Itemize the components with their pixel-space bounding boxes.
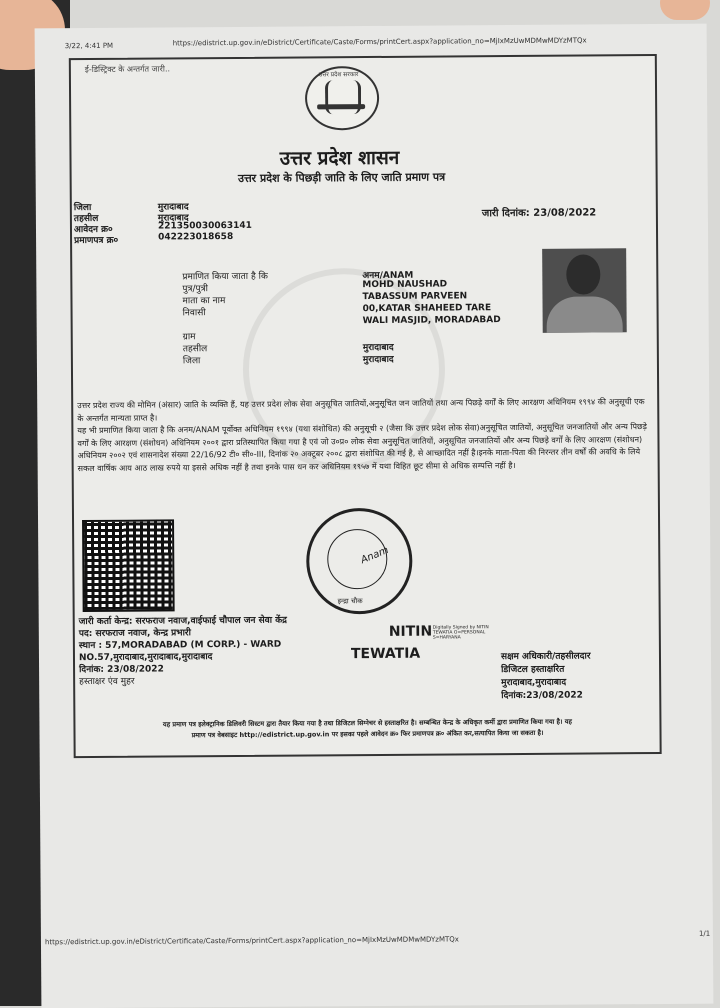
meta-value: 221350030063141 xyxy=(157,220,252,232)
center-line: हस्ताक्षर एंव मुहर xyxy=(79,676,135,688)
field-label: जिला xyxy=(182,356,201,367)
meta-row xyxy=(72,231,332,247)
footnote-line: प्रमाण पत्र वेबसाइट http://edistrict.up.gov.in पर इसका पहले आवेदन क्र० फिर प्रमाणपत्र क्र० अंकित कर,सत्यापित किया जा सकता है। xyxy=(191,728,544,740)
field-value: MOHD NAUSHAD xyxy=(362,279,448,291)
signer-last-name: TEWATIA xyxy=(350,645,421,663)
field-label: निवासी xyxy=(182,308,206,319)
field-value: अनम/ANAM xyxy=(362,270,414,282)
officer-line: सक्षम अधिकारी/तहसीलदार xyxy=(500,651,591,663)
seal-text: इन्द्रा चौक xyxy=(337,597,363,606)
printed-page xyxy=(35,24,714,1008)
center-line: NO.57,मुरादाबाद,मुरादाबाद,मुरादाबाद xyxy=(78,652,213,664)
meta-value: 042223018658 xyxy=(158,231,234,243)
print-header xyxy=(64,36,685,51)
certificate-subtitle: उत्तर प्रदेश के पिछड़ी जाति के लिए जाति प्रमाण पत्र xyxy=(237,170,446,185)
signer-first-name: NITIN xyxy=(388,623,433,640)
qr-code-icon xyxy=(82,519,175,612)
finger-right xyxy=(660,0,710,20)
emblem-label: उत्तर प्रदेश सरकार xyxy=(318,71,359,79)
body-paragraph: यह भी प्रमाणित किया जाता है कि अनम/ANAM पूर्वोक्त अधिनियम १९९४ (यथा संशोधित) की अनुसूची २ (जैसा कि उत्तर प्रदेश लोक सेवा)अनुसूचित जातियों, अनुसूचित जनजातियों और अन्य पिछड़े वर्गों के लिए आरक्षण (संशोधन) अधिनियम २००१ द्वारा प्रतिस्थापित किया गया है एवं जो उ०प्र० लोक सेवा अनुसूचित जातियों, अनुसूचित जनजातियों और अन्य पिछड़े वर्गों के लिए आरक्षण (संशोधन) अधिनियम २००२ एवं शासनादेश संख्या 22/16/92 टी० सी०-III, दिनांक २० अक्टूबर २००८ द्वारा संशोधित की गई है, से आच्छादित नहीं है।इनके माता-पिता की निरन्तर तीन वर्षों की अवधि के लिये सकल वार्षिक आय आठ लाख रुपये या इससे अधिक नहीं है तथा इनके पास धन कर अधिनियम १९५७ में यथा विहित छूट सीमा से अधिक सम्पत्ति नहीं है। xyxy=(77,422,647,473)
body-paragraph: उत्तर प्रदेश राज्य की मोमिन (अंसार) जाति के व्यक्ति हैं, यह उत्तर प्रदेश लोक सेवा अनुसूचित जातियों,अनुसूचित जन जातियों तथा अन्य पिछड़े वर्गों के लिए आरक्षण अधिनियम १९९४ की अनुसूची एक के अन्तर्गत मान्यता प्राप्त है। xyxy=(77,397,645,423)
applicant-photo xyxy=(542,248,627,333)
print-timestamp: 3/22, 4:41 PM xyxy=(64,41,114,51)
officer-line: दिनांक:23/08/2022 xyxy=(501,690,583,702)
field-value: मुरादाबाद xyxy=(362,342,394,354)
official-seal xyxy=(306,508,413,615)
officer-block xyxy=(501,650,591,703)
center-line: जारी कर्ता केन्द्र: सरफराज नवाज,वाईफाई चौपाल जन सेवा केंद्र xyxy=(78,615,287,628)
edistrict-note: ई-डिस्ट्रिक्ट के अन्तर्गत जारी.. xyxy=(84,64,171,75)
print-url: https://edistrict.up.gov.in/eDistrict/Certificate/Caste/Forms/printCert.aspx?application_no=MjIxMzUwMDMwMDYzMTQx xyxy=(172,36,587,48)
verification-footnote xyxy=(85,716,649,742)
meta-label: प्रमाणपत्र क्र० xyxy=(74,235,119,247)
certificate xyxy=(69,54,662,758)
print-footer-url: https://edistrict.up.gov.in/eDistrict/Certificate/Caste/Forms/printCert.aspx?application_no=MjIxMzUwMDMwMDYzMTQx xyxy=(44,935,459,947)
field-label: प्रमाणित किया जाता है कि xyxy=(182,271,268,283)
meta-label: आवेदन क्र० xyxy=(73,224,113,236)
center-line: स्थान : 57,MORADABAD (M CORP.) - WARD xyxy=(78,639,282,652)
field-label: ग्राम xyxy=(182,332,196,343)
field-value: मुरादाबाद xyxy=(362,354,394,366)
applicant-fields xyxy=(182,267,543,366)
issuing-center xyxy=(79,615,288,688)
field-row xyxy=(183,351,543,366)
meta-label: जिला xyxy=(73,202,92,214)
print-page-count: 1/1 xyxy=(698,929,711,938)
officer-line: मुरादाबाद,मुरादाबाद xyxy=(501,677,567,689)
meta-label: तहसील xyxy=(73,213,99,225)
field-value: WALI MASJID, MORADABAD xyxy=(362,315,501,327)
center-line: दिनांक: 23/08/2022 xyxy=(79,664,164,676)
certificate-title: उत्तर प्रदेश शासन xyxy=(279,146,400,170)
officer-line: डिजिटल हस्ताक्षरित xyxy=(501,664,565,676)
field-label: तहसील xyxy=(182,344,208,355)
field-value: 00,KATAR SHAHEED TARE xyxy=(362,303,492,315)
field-value: TABASSUM PARVEEN xyxy=(362,291,468,303)
meta-value: मुरादाबाद xyxy=(157,213,189,224)
issue-date: जारी दिनांक: 23/08/2022 xyxy=(481,207,597,220)
handwritten-signature: Anam xyxy=(359,544,391,567)
meta-value: मुरादाबाद xyxy=(157,202,189,213)
photo-body xyxy=(546,296,622,333)
emblem-base xyxy=(317,104,365,109)
photo-head xyxy=(566,254,600,294)
meta-block xyxy=(72,198,332,247)
certificate-body xyxy=(77,396,650,475)
field-label: पुत्र/पुत्री xyxy=(182,284,208,295)
footnote-line: यह प्रमाण पत्र इलेक्ट्रानिक डिलिवरी सिस्टम द्वारा तैयार किया गया है तथा डिजिटल सिग्नेचर से हस्ताक्षरित है। सम्बन्धित केन्द्र के अधिकृत कर्मी द्वारा प्रमाणित किया गया है। यह xyxy=(162,717,572,729)
digital-sign-note: Digitally Signed by NITIN TEWATIA O=PERSONAL S=HARYANA xyxy=(432,625,489,641)
field-label: माता का नाम xyxy=(182,296,226,307)
center-line: पद: सरफराज नवाज, केन्द्र प्रभारी xyxy=(78,628,191,640)
state-emblem-icon xyxy=(305,66,379,131)
